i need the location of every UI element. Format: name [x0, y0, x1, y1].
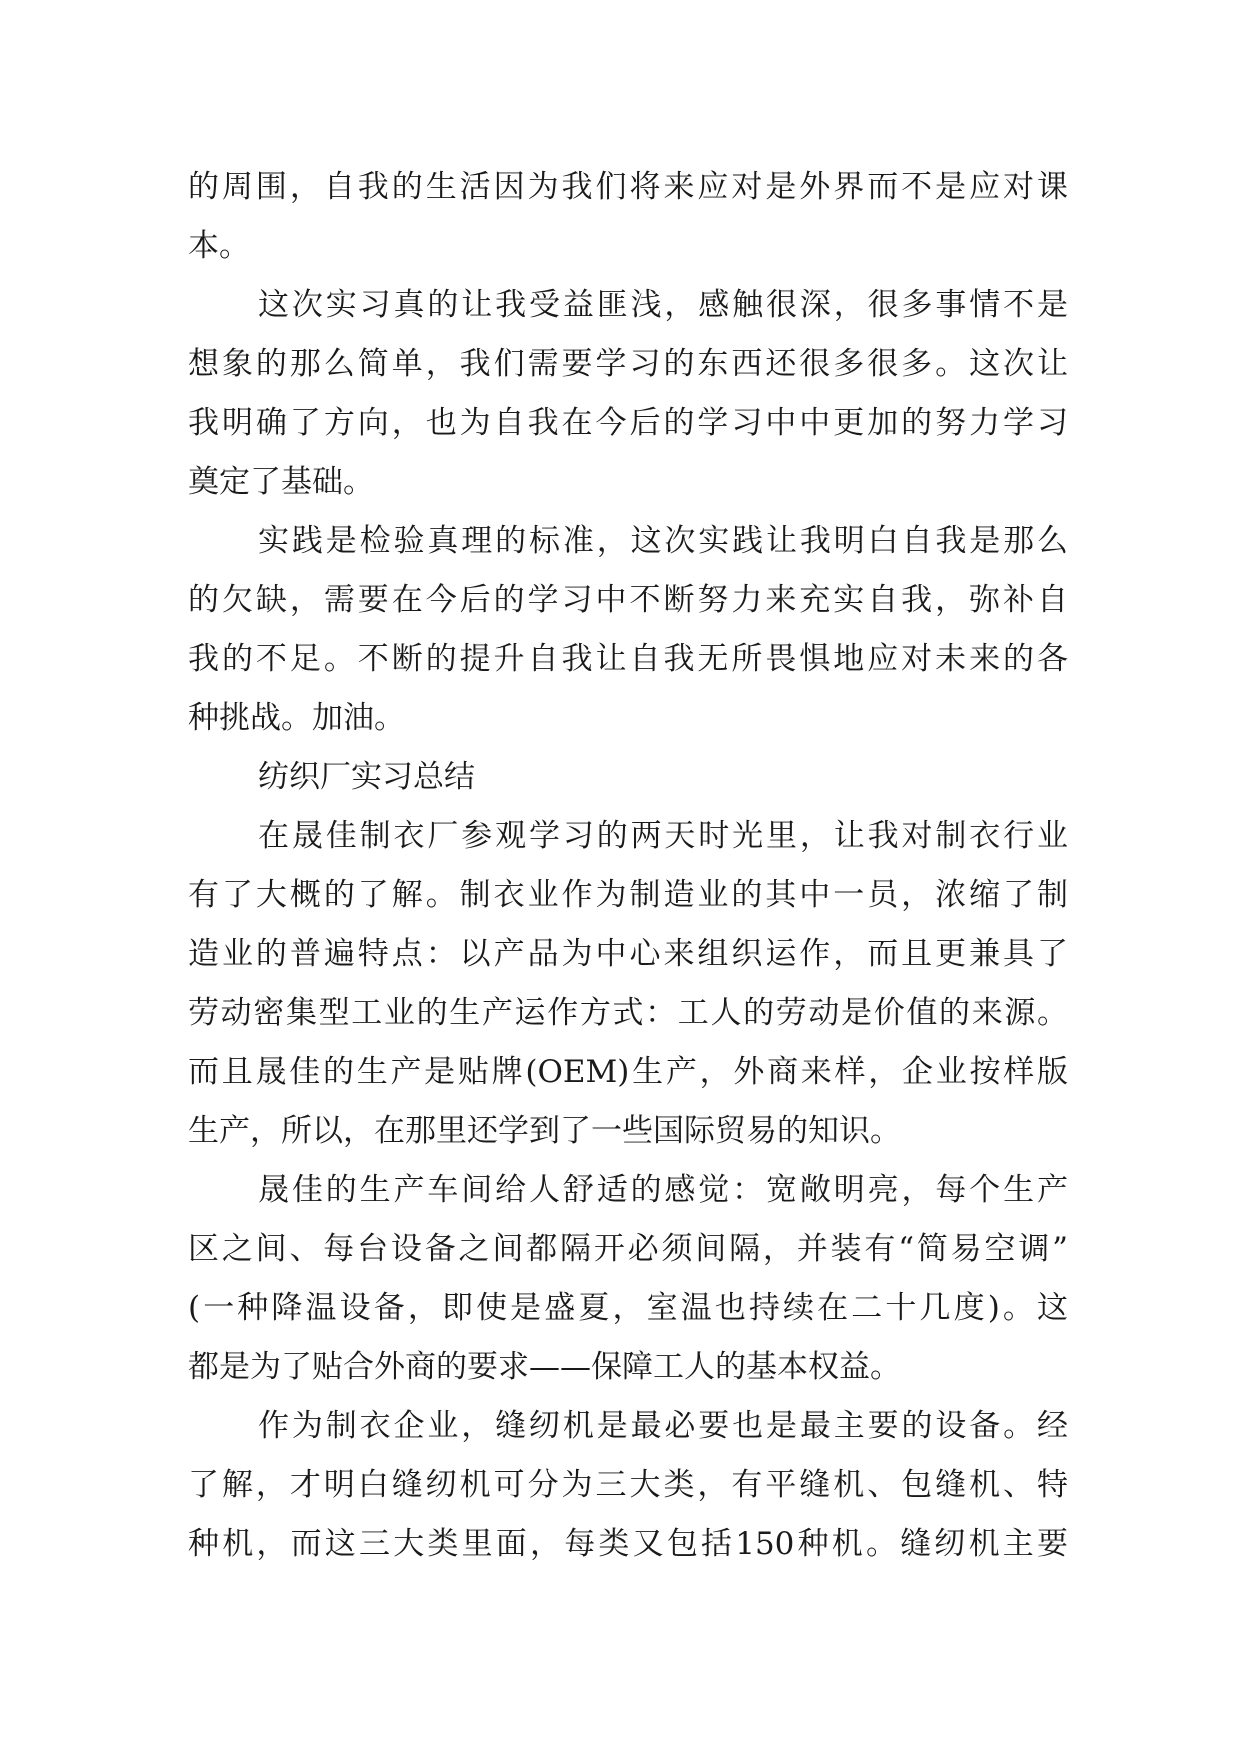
- text-line: 晟佳的生产车间给人舒适的感觉：宽敞明亮，每个生产: [258, 1172, 1068, 1208]
- text-line: 了解，才明白缝纫机可分为三大类，有平缝机、包缝机、特: [188, 1467, 1068, 1503]
- text-line: 的欠缺，需要在今后的学习中不断努力来充实自我，弥补自: [188, 582, 1068, 618]
- text-line: 种机，而这三大类里面，每类又包括150种机。缝纫机主要: [188, 1526, 1068, 1562]
- text-line: 我的不足。不断的提升自我让自我无所畏惧地应对未来的各: [188, 641, 1068, 677]
- text-line: 种挑战。加油。: [188, 700, 405, 736]
- text-line: 有了大概的了解。制衣业作为制造业的其中一员，浓缩了制: [188, 877, 1068, 913]
- text-line: (一种降温设备，即使是盛夏，室温也持续在二十几度)。这: [188, 1290, 1068, 1326]
- text-line: 在晟佳制衣厂参观学习的两天时光里，让我对制衣行业: [258, 818, 1068, 854]
- text-line: 想象的那么简单，我们需要学习的东西还很多很多。这次让: [188, 346, 1068, 382]
- text-line: 的周围，自我的生活因为我们将来应对是外界而不是应对课: [188, 169, 1068, 205]
- text-line: 我明确了方向，也为自我在今后的学习中中更加的努力学习: [188, 405, 1068, 441]
- document-body: [188, 158, 1068, 1574]
- text-line: 本。: [188, 228, 250, 264]
- text-line: 生产，所以，在那里还学到了一些国际贸易的知识。: [188, 1113, 901, 1149]
- text-line: 纺织厂实习总结: [258, 759, 475, 795]
- text-line: 实践是检验真理的标准，这次实践让我明白自我是那么: [258, 523, 1068, 559]
- text-line: 区之间、每台设备之间都隔开必须间隔，并装有“简易空调”: [188, 1231, 1068, 1267]
- text-line: 而且晟佳的生产是贴牌(OEM)生产，外商来样，企业按样版: [188, 1054, 1068, 1090]
- text-line: 这次实习真的让我受益匪浅，感触很深，很多事情不是: [258, 287, 1068, 323]
- text-line: 作为制衣企业，缝纫机是最必要也是最主要的设备。经: [258, 1408, 1068, 1444]
- text-line: 造业的普遍特点：以产品为中心来组织运作，而且更兼具了: [188, 936, 1068, 972]
- text-line: 奠定了基础。: [188, 464, 374, 500]
- text-line: 都是为了贴合外商的要求——保障工人的基本权益。: [188, 1349, 901, 1385]
- text-line: 劳动密集型工业的生产运作方式：工人的劳动是价值的来源。: [188, 995, 1068, 1031]
